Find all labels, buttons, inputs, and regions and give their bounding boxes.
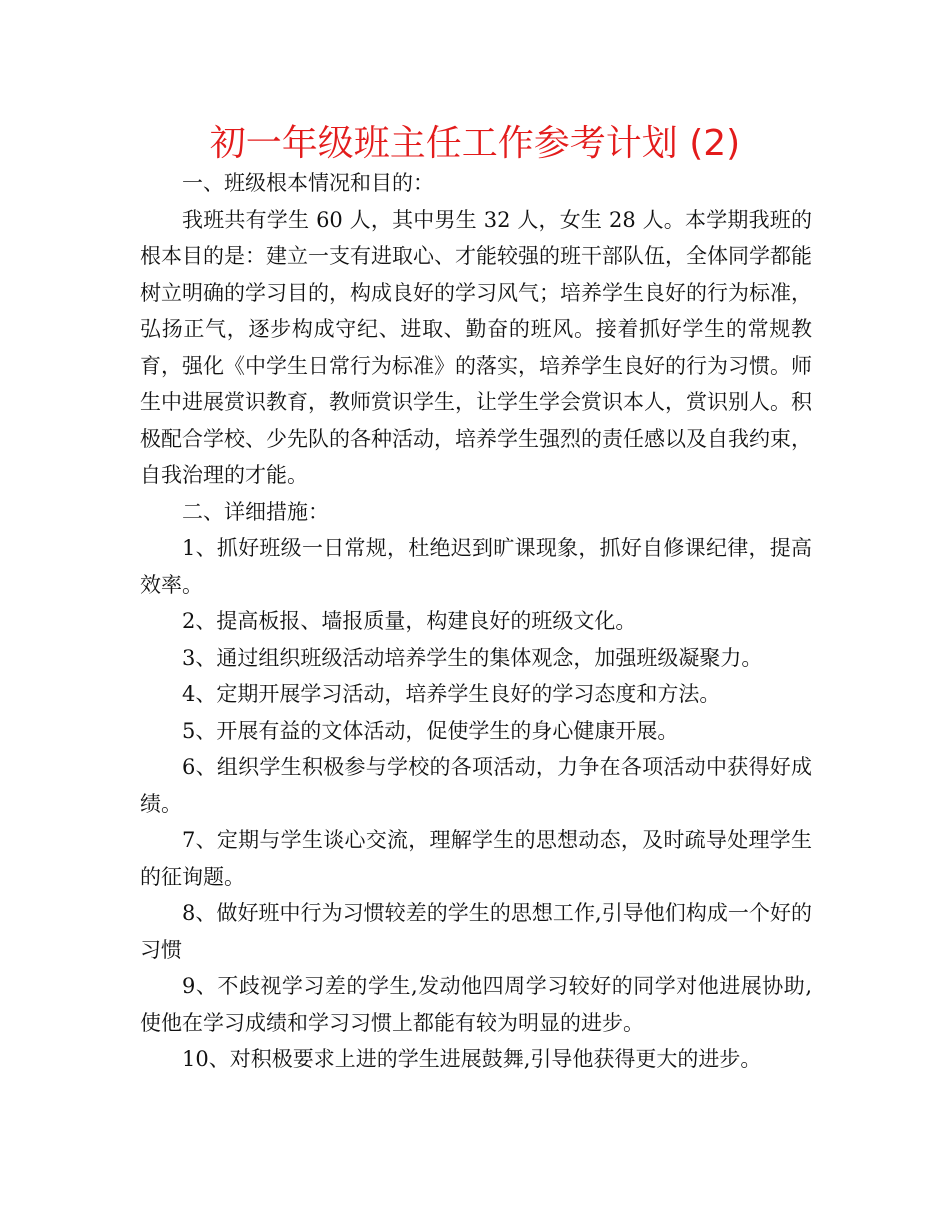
section-heading-measures: 二、详细措施：	[182, 499, 329, 524]
measure-item-5: 5、开展有益的文体活动，促使学生的身心健康开展。	[182, 718, 679, 743]
document-body	[140, 165, 812, 1078]
measure-item-1: 1、抓好班级一日常规，杜绝迟到旷课现象，抓好自修课纪律，提高效率。	[140, 536, 812, 597]
section-heading-basic-situation: 一、班级根本情况和目的：	[182, 171, 434, 195]
measure-item-4: 4、定期开展学习活动，培养学生良好的学习态度和方法。	[182, 682, 721, 706]
measure-item-9: 9、不歧视学习差的学生,发动他四周学习较好的同学对他进展协助,使他在学习成绩和学习习惯上都能有较为明显的进步。	[140, 974, 812, 1035]
measure-item-7: 7、定期与学生谈心交流，理解学生的思想动态，及时疏导处理学生的征询题。	[140, 828, 812, 889]
document-title: 初一年级班主任工作参考计划 (2)	[209, 123, 741, 164]
paragraph-class-overview: 我班共有学生 60 人，其中男生 32 人，女生 28 人。本学期我班的根本目的是：建立一支有进取心、才能较强的班干部队伍，全体同学都能树立明确的学习目的，构成良好的学习风气；培养学生良好的行为标准，弘扬正气，逐步构成守纪、进取、勤奋的班风。接着抓好学生的常规教育，强化《中学生日常行为标准》的落实，培养学生良好的行为习惯。师生中进展赏识教育，教师赏识学生，让学生学会赏识本人，赏识别人。积极配合学校、少先队的各种活动，培养学生强烈的责任感以及自我约束，自我治理的才能。	[140, 207, 812, 487]
measure-item-8: 8、做好班中行为习惯较差的学生的思想工作,引导他们构成一个好的习惯	[140, 901, 812, 962]
measure-item-2: 2、提高板报、墙报质量，构建良好的班级文化。	[182, 609, 637, 633]
measure-item-10: 10、对积极要求上进的学生进展鼓舞,引导他获得更大的进步。	[182, 1047, 762, 1071]
measure-item-6: 6、组织学生积极参与学校的各项活动，力争在各项活动中获得好成绩。	[140, 755, 812, 816]
measure-item-3: 3、通过组织班级活动培养学生的集体观念，加强班级凝聚力。	[182, 645, 763, 670]
